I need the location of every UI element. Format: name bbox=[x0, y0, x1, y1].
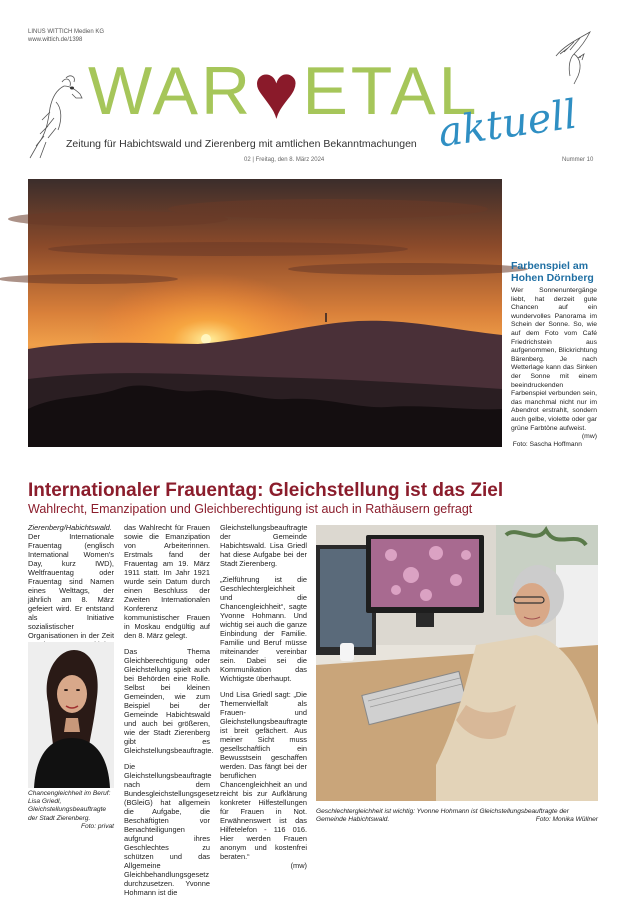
photo-story-sign: (mw) bbox=[581, 433, 597, 441]
issue-number: Nummer 10 bbox=[562, 157, 594, 163]
photo-story-title-line2: Hohen Dörnberg bbox=[511, 272, 594, 284]
photo-story-text: Wer Sonnenuntergänge liebt, hat derzeit gute Chancen auf ein wundervolles Panorama im Schein der Sonne. So, wie auf dem Foto vom Café Friedrichstein aus aufgenommen, Blickrichtung Bärenberg. Je nach Wetterlage kann das Sinken der Sonne mit einem beeindruckenden Farbenspiel verbunden sein, das manchmal nicht nur im Abendrot erstrahlt, sondern auch gelbe, violette oder gar grüne Farbtöne aufweist. (mw) bbox=[511, 287, 597, 441]
portrait-credit: Foto: privat bbox=[81, 822, 114, 830]
issue-date: 02 | Freitag, den 8. März 2024 bbox=[244, 157, 325, 163]
article-col2-p2: Das Thema Gleichberechtigung oder Gleichstellung spielt auch bei Behörden eine Rolle. Selbst bei kleinen Gemeinden, wie zum Beispiel bei der Gemeinde Habichtswald und auch bei größeren, wie der Stadt Zierenberg gibt es Gleichstellungsbeauftragte. bbox=[124, 647, 214, 755]
article-dateline: Zierenberg/Habichtswald. bbox=[28, 523, 112, 532]
publisher-block bbox=[28, 29, 104, 44]
office-photo bbox=[316, 525, 598, 801]
sunset-photo bbox=[28, 179, 502, 447]
photo-story bbox=[511, 260, 597, 449]
office-credit: Foto: Monika Wüllner bbox=[535, 816, 598, 824]
article-subhead: Wahlrecht, Emanzipation und Gleichberechtigung ist auch in Rathäusern gefragt bbox=[28, 502, 473, 516]
heart-icon: ♥ bbox=[253, 47, 303, 135]
photo-story-title-line1: Farbenspiel am bbox=[511, 260, 589, 272]
article-col3-p1: Gleichstellungsbeauftragte der Gemeinde Habichtswald. Lisa Griedl hat diese Aufgabe bei der Stadt Zierenberg. bbox=[220, 523, 308, 568]
masthead-title bbox=[88, 47, 480, 135]
publisher-name: LINUS WITTICH Medien KG bbox=[28, 29, 105, 35]
article-col2-p3: Die Gleichstellungsbeauftragte nach dem Bundesgleichstellungsgesetz (BGleiG) hat allgemein die Aufgabe, die Beschäftigten vor Benachteiligungen aufgrund ihres Geschlechtes zu schützen und das Allgemeine Gleichbehandlungsgesetz durchzusetzen. Yvonne Hohmann ist die bbox=[124, 762, 220, 897]
masthead-word-right: ETAL bbox=[302, 53, 480, 129]
article-headline: Internationaler Frauentag: Gleichstellung ist das Ziel bbox=[28, 480, 504, 501]
article-col2-p1: das Wahlrecht für Frauen sowie die Emanzipation von Arbeiterinnen. Erstmals fand der Frauentag am 19. März 1911 statt. Im Jahr 1921 wurde sein Datum durch einen Beschluss der Zweiten Internationalen Konferenz kommunistischer Frauen in Moskau endgültig auf den 8. März gelegt. bbox=[124, 523, 210, 640]
article-col1-text: Der Internationale Frauentag (englisch International Women's Day, kurz IWD), Weltfrauentag oder Frauentag sind Namen eines Welttags, der jährlich am 8. März gefeiert wird. Er entstand als Initiative sozialistischer Organisationen in der Zeit bbox=[28, 532, 114, 640]
masthead-subtitle: Zeitung für Habichtswald und Zierenberg mit amtlichen Bekanntmachungen bbox=[66, 138, 417, 150]
portrait-caption: Chancengleichheit im Beruf: Lisa Griedl, Gleichstellungsbeauftragte der Stadt Zierenberg. Foto: privat bbox=[28, 790, 114, 830]
photo-story-credit: Foto: Sascha Hoffmann bbox=[512, 441, 582, 449]
publisher-url: www.wittich.de/1398 bbox=[28, 36, 83, 43]
masthead-aktuell: aktuell bbox=[435, 91, 580, 157]
article-column-2 bbox=[124, 523, 220, 904]
article-column-3 bbox=[220, 523, 307, 870]
article-col3-p3: Und Lisa Griedl sagt: „Die Themenvielfalt als Frauen- und Gleichstellungsbeauftragte ist breit gefächert. Aus meiner Sicht muss gesellschaftlich ein Bewusstsein geschaffen werden. Das fängt bei der beruflichen Chancengleichheit an und reicht bis zur Aufklärung konkreter Hilfestellungen für Frauen in Not. Erwähnenswert ist das Hilfetelefon - 116 016. Hier werden Frauen anonym und kostenfrei beraten.“ bbox=[220, 690, 308, 861]
hawk-illustration bbox=[550, 28, 600, 88]
article-col3-sign: (mw) bbox=[290, 861, 307, 870]
article-col3-p2: „Zielführung ist die Geschlechtergleichheit und die Chancengleichheit“, sagte Yvonne Hohmann. Und wichtig sei auch die ganze Einbindung der Familie. Familie und Beruf müsse miteinander vereinbar sein. Dabei sei die Kommunikation das Wichtigste überhaupt. bbox=[220, 575, 307, 683]
portrait-photo bbox=[28, 642, 114, 788]
office-caption: Geschlechtergleichheit ist wichtig: Yvonne Hohmann ist Gleichstellungsbeauftragte der Gemeinde Habichtswald. Foto: Monika Wüllner bbox=[316, 808, 598, 824]
masthead-word-left: WAR bbox=[88, 53, 254, 129]
